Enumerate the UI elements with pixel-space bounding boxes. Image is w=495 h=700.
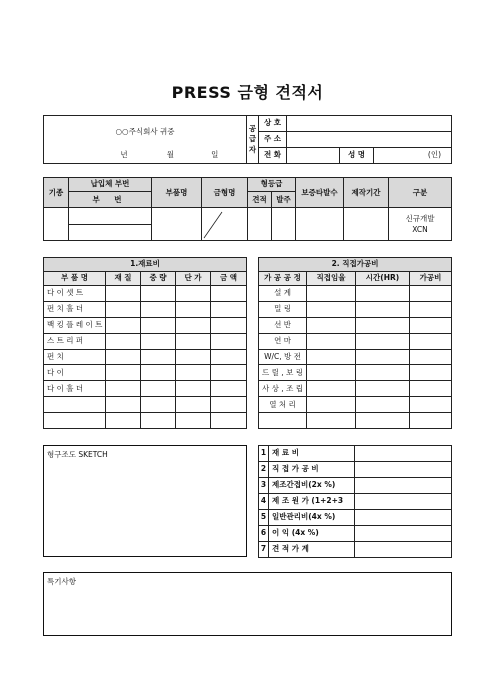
- address-field[interactable]: [287, 132, 452, 148]
- phone-field[interactable]: [287, 148, 340, 164]
- header-table: [43, 115, 452, 164]
- processing-row: [259, 286, 452, 302]
- summary-number: 1: [259, 446, 269, 462]
- date-day: 일: [211, 150, 219, 160]
- mold-name-label: 금형명: [202, 178, 248, 208]
- material-cell[interactable]: [141, 349, 176, 365]
- summary-table: [258, 445, 452, 558]
- summary-value[interactable]: [355, 494, 452, 510]
- material-header-material: 재 질: [106, 272, 141, 286]
- supplier-char-3: 자: [248, 144, 257, 154]
- date-line: [44, 148, 247, 164]
- processing-cell[interactable]: [410, 317, 452, 333]
- supplier-part-field[interactable]: [69, 208, 152, 224]
- processing-cell[interactable]: [356, 413, 410, 429]
- category-label: 구분: [389, 178, 452, 208]
- processing-cell[interactable]: [356, 397, 410, 413]
- material-cell[interactable]: [211, 397, 247, 413]
- processing-title: 2. 직접가공비: [259, 258, 452, 272]
- processing-row: [259, 413, 452, 429]
- summary-value[interactable]: [355, 446, 452, 462]
- mold-name-field[interactable]: [202, 208, 248, 241]
- material-cell[interactable]: [141, 365, 176, 381]
- seal: (인): [374, 148, 452, 164]
- material-part-name: [44, 397, 106, 413]
- supplier-label: [247, 116, 259, 164]
- guarantee-label: 보증타발수: [296, 178, 344, 208]
- processing-cell[interactable]: [307, 333, 356, 349]
- material-cell[interactable]: [176, 349, 211, 365]
- material-cell[interactable]: [106, 397, 141, 413]
- material-part-name: 백 킹 플 레 이 트: [44, 317, 106, 333]
- material-cell[interactable]: [211, 381, 247, 397]
- material-row: [44, 397, 247, 413]
- material-header-unitprice: 단 가: [176, 272, 211, 286]
- period-field[interactable]: [344, 208, 389, 241]
- summary-label: 제조간접비(2x %): [269, 478, 355, 494]
- material-cell[interactable]: [141, 381, 176, 397]
- processing-cell[interactable]: [356, 286, 410, 302]
- processing-cell[interactable]: [410, 381, 452, 397]
- summary-number: 5: [259, 510, 269, 526]
- material-cell[interactable]: [141, 317, 176, 333]
- material-header-weight: 중 량: [141, 272, 176, 286]
- summary-label: 견 적 가 계: [269, 542, 355, 558]
- processing-rows: [259, 286, 452, 429]
- page-title: PRESS 금형 견적서: [171, 83, 324, 102]
- material-cell[interactable]: [106, 317, 141, 333]
- part-no-field[interactable]: [69, 224, 152, 240]
- material-cell[interactable]: [106, 286, 141, 302]
- material-cell[interactable]: [211, 317, 247, 333]
- material-cell[interactable]: [106, 381, 141, 397]
- processing-cell[interactable]: [307, 349, 356, 365]
- part-no-label: 부 번: [69, 192, 152, 208]
- material-cell[interactable]: [141, 333, 176, 349]
- sketch-box[interactable]: [43, 445, 247, 557]
- material-row: [44, 301, 247, 317]
- processing-cell[interactable]: [410, 397, 452, 413]
- material-header-part: 부 품 명: [44, 272, 106, 286]
- processing-cell[interactable]: [410, 365, 452, 381]
- processing-step-name: 연 마: [259, 333, 307, 349]
- material-part-name: 다 이: [44, 365, 106, 381]
- category-value-2: XCN: [412, 225, 428, 235]
- category-value-1: 신규개발: [405, 213, 435, 223]
- material-part-name: 다 이 셋 트: [44, 286, 106, 302]
- kijong-label: 기종: [44, 178, 69, 208]
- grade-label: 형등급: [248, 178, 296, 192]
- processing-cell[interactable]: [356, 381, 410, 397]
- processing-cell[interactable]: [410, 413, 452, 429]
- summary-row: [259, 510, 452, 526]
- period-label: 제작기간: [344, 178, 389, 208]
- material-cell[interactable]: [211, 413, 247, 429]
- part-name-label: 부품명: [152, 178, 202, 208]
- notes-label: 특기사항: [47, 577, 76, 586]
- material-table: [43, 257, 247, 429]
- material-row: [44, 365, 247, 381]
- material-cell[interactable]: [176, 301, 211, 317]
- processing-cell[interactable]: [356, 365, 410, 381]
- summary-label: 제 조 원 가 (1+2+3: [269, 494, 355, 510]
- summary-value[interactable]: [355, 462, 452, 478]
- supplier-char-2: 급: [248, 134, 257, 144]
- summary-row: [259, 526, 452, 542]
- part-name-field[interactable]: [152, 208, 202, 241]
- processing-step-name: 드 릴 , 보 링: [259, 365, 307, 381]
- material-rows: [44, 286, 247, 429]
- company-field[interactable]: [287, 116, 452, 132]
- material-cell[interactable]: [211, 286, 247, 302]
- material-cell[interactable]: [141, 413, 176, 429]
- material-cell[interactable]: [106, 349, 141, 365]
- processing-step-name: 선 반: [259, 317, 307, 333]
- processing-row: [259, 301, 452, 317]
- material-cell[interactable]: [176, 381, 211, 397]
- processing-table: [258, 257, 452, 429]
- processing-row: [259, 333, 452, 349]
- processing-cell[interactable]: [307, 301, 356, 317]
- supplier-char-1: 공: [248, 123, 257, 133]
- material-cell[interactable]: [211, 301, 247, 317]
- material-cell[interactable]: [176, 286, 211, 302]
- order-field[interactable]: [272, 208, 296, 241]
- material-cell[interactable]: [176, 413, 211, 429]
- processing-cell[interactable]: [410, 286, 452, 302]
- processing-cell[interactable]: [307, 413, 356, 429]
- material-title: 1.재료비: [44, 258, 247, 272]
- material-row: [44, 317, 247, 333]
- summary-label: 재 료 비: [269, 446, 355, 462]
- order-label: 발주: [272, 192, 296, 208]
- summary-value[interactable]: [355, 542, 452, 558]
- processing-header-process: 가 공 공 정: [259, 272, 307, 286]
- summary-value[interactable]: [355, 526, 452, 542]
- material-cell[interactable]: [176, 365, 211, 381]
- material-cell[interactable]: [211, 349, 247, 365]
- processing-cell[interactable]: [356, 349, 410, 365]
- material-part-name: 다 이 홀 더: [44, 381, 106, 397]
- processing-header-hours: 시간(HR): [356, 272, 410, 286]
- material-cell[interactable]: [106, 333, 141, 349]
- material-part-name: [44, 413, 106, 429]
- summary-row: [259, 446, 452, 462]
- processing-step-name: 열 처 리: [259, 397, 307, 413]
- processing-step-name: 사 상 , 조 립: [259, 381, 307, 397]
- material-cell[interactable]: [211, 365, 247, 381]
- summary-label: 일반관리비(4x %): [269, 510, 355, 526]
- material-cell[interactable]: [141, 397, 176, 413]
- material-header-amount: 금 액: [211, 272, 247, 286]
- processing-cell[interactable]: [307, 397, 356, 413]
- phone-label: 전 화: [259, 148, 287, 164]
- processing-row: [259, 397, 452, 413]
- material-row: [44, 286, 247, 302]
- processing-row: [259, 381, 452, 397]
- summary-number: 7: [259, 542, 269, 558]
- estimate-label: 견적: [248, 192, 272, 208]
- processing-cell[interactable]: [356, 317, 410, 333]
- processing-row: [259, 349, 452, 365]
- material-cell[interactable]: [176, 333, 211, 349]
- processing-cell[interactable]: [410, 349, 452, 365]
- material-cell[interactable]: [141, 301, 176, 317]
- processing-cell[interactable]: [307, 381, 356, 397]
- summary-number: 2: [259, 462, 269, 478]
- processing-cell[interactable]: [410, 333, 452, 349]
- material-cell[interactable]: [106, 365, 141, 381]
- processing-step-name: 밀 링: [259, 301, 307, 317]
- summary-number: 6: [259, 526, 269, 542]
- recipient: ○○주식회사 귀중: [44, 116, 247, 148]
- processing-cell[interactable]: [410, 301, 452, 317]
- processing-header-rate: 직접임율: [307, 272, 356, 286]
- material-cell[interactable]: [106, 413, 141, 429]
- material-cell[interactable]: [176, 317, 211, 333]
- processing-header-cost: 가공비: [410, 272, 452, 286]
- material-row: [44, 333, 247, 349]
- name-label: 성 명: [340, 148, 374, 164]
- category-field: [389, 208, 452, 241]
- processing-row: [259, 365, 452, 381]
- material-row: [44, 413, 247, 429]
- processing-step-name: W/C, 방 전: [259, 349, 307, 365]
- summary-row: [259, 542, 452, 558]
- material-part-name: 펀 치: [44, 349, 106, 365]
- date-year: 년: [120, 150, 128, 160]
- processing-step-name: [259, 413, 307, 429]
- processing-row: [259, 317, 452, 333]
- material-cell[interactable]: [141, 286, 176, 302]
- estimate-field[interactable]: [248, 208, 272, 241]
- address-label: 주 소: [259, 132, 287, 148]
- company-label: 상 호: [259, 116, 287, 132]
- summary-number: 3: [259, 478, 269, 494]
- processing-cell[interactable]: [356, 301, 410, 317]
- guarantee-field[interactable]: [296, 208, 344, 241]
- mold-diagonal: [202, 208, 248, 240]
- summary-rows: [259, 446, 452, 558]
- material-cell[interactable]: [106, 301, 141, 317]
- summary-value[interactable]: [355, 478, 452, 494]
- summary-label: 직 접 가 공 비: [269, 462, 355, 478]
- processing-cell[interactable]: [307, 365, 356, 381]
- processing-cell[interactable]: [307, 317, 356, 333]
- material-part-name: 펀 치 홀 더: [44, 301, 106, 317]
- summary-value[interactable]: [355, 510, 452, 526]
- summary-row: [259, 478, 452, 494]
- supplier-part-label: 납입체 부번: [69, 178, 152, 192]
- material-row: [44, 381, 247, 397]
- summary-number: 4: [259, 494, 269, 510]
- summary-row: [259, 494, 452, 510]
- material-row: [44, 349, 247, 365]
- material-cell[interactable]: [211, 333, 247, 349]
- sketch-label: 형구조도 SKETCH: [47, 450, 108, 459]
- material-part-name: 스 트 리 퍼: [44, 333, 106, 349]
- kijong-field[interactable]: [44, 208, 69, 241]
- material-cell[interactable]: [176, 397, 211, 413]
- date-month: 월: [166, 150, 174, 160]
- summary-row: [259, 462, 452, 478]
- mold-table: [43, 177, 452, 241]
- processing-cell[interactable]: [356, 333, 410, 349]
- notes-box[interactable]: [43, 572, 452, 636]
- processing-cell[interactable]: [307, 286, 356, 302]
- processing-step-name: 설 계: [259, 286, 307, 302]
- summary-label: 이 익 (4x %): [269, 526, 355, 542]
